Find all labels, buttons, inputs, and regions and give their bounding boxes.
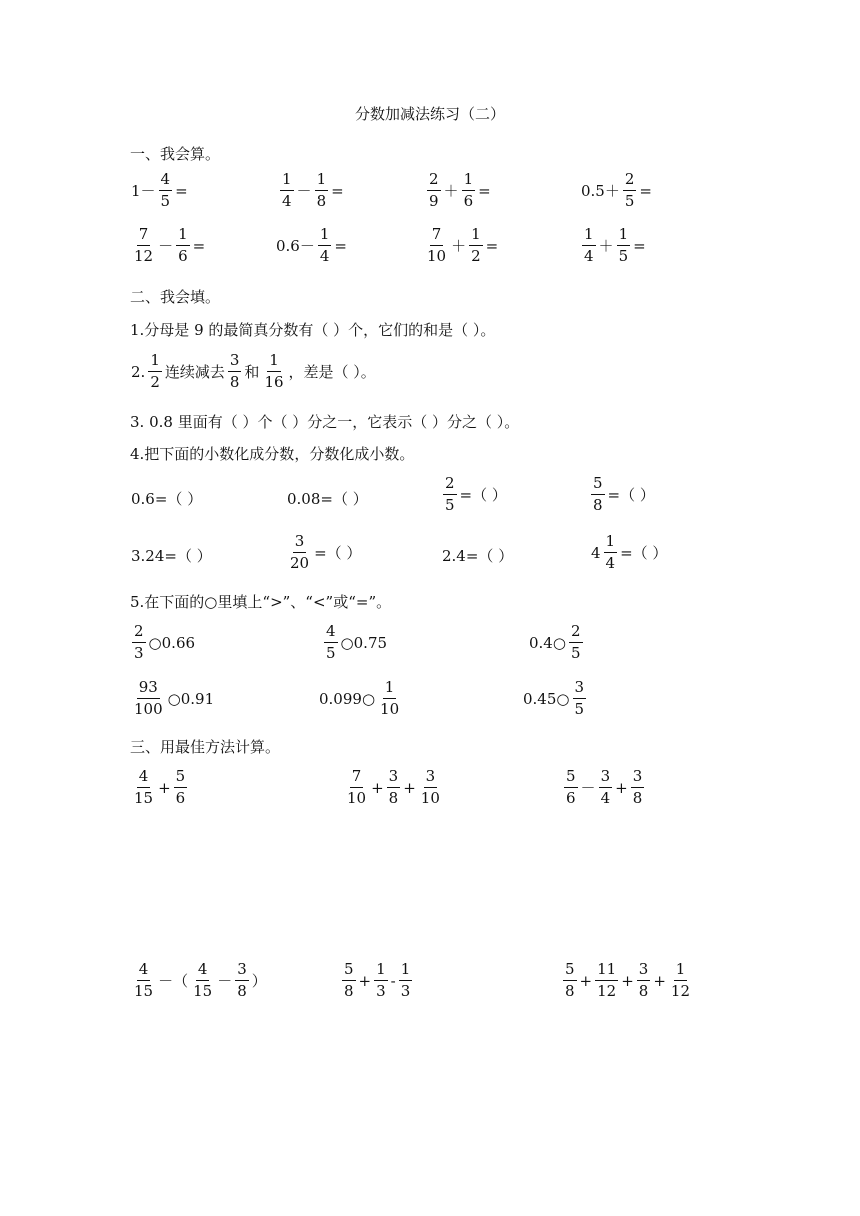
question-2	[130, 353, 377, 390]
fraction	[288, 534, 311, 571]
denominator: 20	[290, 554, 310, 572]
calc-item	[275, 227, 348, 264]
section-1-heading: 一、我会算。	[130, 145, 221, 163]
fraction	[378, 680, 401, 717]
expression-text: 和	[244, 363, 260, 381]
expression-text: 0.45○	[523, 689, 570, 708]
fraction	[228, 353, 242, 390]
calc-item	[425, 172, 492, 209]
fraction	[631, 769, 645, 806]
expression-text: 4	[591, 543, 601, 562]
numerator: 4	[137, 769, 151, 788]
fraction	[176, 227, 190, 264]
convert-item	[130, 488, 203, 509]
expression-text: ○0.66	[148, 633, 196, 652]
fraction	[399, 962, 413, 999]
expression-text: ○0.75	[340, 633, 388, 652]
expression-text: +	[403, 778, 416, 797]
denominator: 8	[632, 789, 643, 807]
compare-item	[130, 624, 196, 661]
compare-item	[528, 624, 585, 661]
fraction	[280, 172, 294, 209]
fraction	[132, 680, 165, 717]
numerator: 2	[623, 172, 637, 191]
fraction	[427, 172, 441, 209]
expression-text: 连续减去	[164, 363, 225, 381]
fraction	[669, 962, 692, 999]
denominator: 4	[282, 192, 292, 210]
fraction	[425, 227, 448, 264]
denominator: 5	[326, 644, 336, 662]
denominator: 10	[420, 789, 440, 807]
denominator: 10	[347, 789, 367, 807]
fraction	[582, 227, 596, 264]
expression-text: 0.5＋	[581, 182, 620, 200]
numerator: 5	[564, 769, 578, 788]
expression-text: =	[331, 181, 344, 200]
denominator: 10	[380, 700, 400, 718]
denominator: 4	[600, 789, 611, 807]
numerator: 1	[374, 962, 388, 981]
denominator: 16	[264, 373, 284, 391]
expression-text: －	[580, 779, 596, 797]
expression-text: +	[358, 971, 372, 990]
denominator: 12	[670, 982, 691, 1000]
expression-text: －	[296, 182, 312, 200]
calc-item	[580, 172, 653, 209]
expression-text: 0.6=（ ）	[131, 490, 203, 508]
question-1: 1.分母是 9 的最简真分数有（ ）个，它们的和是（ ）。	[130, 321, 496, 339]
expression-text: +	[653, 971, 666, 990]
denominator: 2	[471, 247, 481, 265]
denominator: 6	[566, 789, 576, 807]
expression-text: ＋	[598, 237, 614, 255]
fraction	[191, 962, 214, 999]
expression-text: +	[371, 778, 384, 797]
denominator: 3	[134, 644, 144, 662]
denominator: 15	[193, 982, 213, 1000]
page-title: 分数加减法练习（二）	[354, 105, 505, 123]
denominator: 3	[376, 982, 386, 1000]
fraction	[617, 227, 631, 264]
numerator: 5	[563, 962, 577, 981]
numerator: 1	[280, 172, 294, 191]
numerator: 1	[617, 227, 631, 246]
expression-text: +	[621, 971, 634, 990]
numerator: 2	[569, 624, 583, 643]
fraction	[599, 769, 613, 806]
numerator: 1	[604, 534, 618, 553]
expression-text: ）	[251, 972, 267, 990]
numerator: 1	[674, 962, 688, 981]
convert-item	[590, 534, 668, 571]
numerator: 7	[430, 227, 444, 246]
expression-text: =	[633, 236, 646, 255]
numerator: 1	[148, 353, 162, 372]
fraction	[623, 172, 637, 209]
expression-text: 0.08=（ ）	[287, 490, 368, 508]
compare-item	[522, 680, 588, 717]
calc-item	[423, 227, 499, 264]
expression-text: =（ ）	[620, 544, 668, 562]
denominator: 15	[134, 982, 154, 1000]
compute-item	[340, 962, 414, 999]
expression-text: 0.6－	[276, 237, 315, 255]
denominator: 3	[400, 982, 411, 1000]
numerator: 3	[599, 769, 613, 788]
calc-item	[580, 227, 647, 264]
denominator: 12	[597, 982, 617, 1000]
denominator: 4	[584, 247, 594, 265]
convert-item	[130, 545, 213, 566]
denominator: 8	[229, 373, 240, 391]
denominator: 5	[160, 192, 171, 210]
numerator: 3	[235, 962, 249, 981]
fraction	[174, 769, 188, 806]
fraction	[563, 962, 577, 999]
section-2-heading: 二、我会填。	[130, 288, 221, 306]
fraction	[262, 353, 285, 390]
convert-item	[286, 534, 362, 571]
denominator: 5	[624, 192, 635, 210]
fraction	[324, 624, 338, 661]
numerator: 4	[159, 172, 173, 191]
denominator: 100	[134, 700, 163, 718]
convert-item	[441, 476, 508, 513]
expression-text: =	[192, 236, 206, 255]
denominator: 15	[134, 789, 154, 807]
compute-item	[130, 769, 189, 806]
denominator: 8	[344, 982, 354, 1000]
expression-text: －（	[158, 972, 189, 990]
expression-text: 3.24=（ ）	[131, 547, 212, 565]
expression-text: 2.	[131, 362, 146, 381]
fraction	[637, 962, 651, 999]
question-4: 4.把下面的小数化成分数，分数化成小数。	[130, 445, 415, 463]
denominator: 10	[427, 247, 447, 265]
fraction	[159, 172, 173, 209]
numerator: 1	[399, 962, 413, 981]
numerator: 1	[176, 227, 190, 246]
fraction	[315, 172, 329, 209]
compare-item	[322, 624, 388, 661]
fraction	[591, 476, 605, 513]
numerator: 3	[637, 962, 651, 981]
convert-item	[286, 488, 369, 509]
compute-item	[343, 769, 444, 806]
convert-item	[589, 476, 656, 513]
numerator: 1	[469, 227, 483, 246]
denominator: 2	[150, 373, 160, 391]
expression-text: ＋	[443, 182, 459, 200]
compute-item	[130, 962, 268, 999]
numerator: 1	[462, 172, 476, 191]
expression-text: =	[175, 181, 188, 200]
numerator: 4	[137, 962, 151, 981]
numerator: 3	[424, 769, 438, 788]
compute-item	[561, 962, 694, 999]
expression-text: ○0.91	[167, 689, 215, 708]
numerator: 2	[132, 624, 146, 643]
compare-item	[318, 680, 403, 717]
fraction	[419, 769, 442, 806]
expression-text: =（ ）	[607, 486, 655, 504]
denominator: 8	[565, 982, 575, 1000]
denominator: 8	[316, 192, 327, 210]
numerator: 2	[427, 172, 441, 191]
denominator: 8	[638, 982, 649, 1000]
expression-text: +	[579, 971, 593, 990]
convert-item	[441, 545, 514, 566]
denominator: 4	[319, 247, 330, 265]
expression-text: ，差是（ ）。	[288, 363, 376, 381]
numerator: 5	[591, 476, 605, 495]
fraction	[345, 769, 368, 806]
numerator: 11	[595, 962, 618, 981]
question-3: 3. 0.8 里面有（ ）个（ ）分之一，它表示（ ）分之（ ）。	[130, 413, 520, 431]
denominator: 6	[175, 789, 186, 807]
expression-text: 0.4○	[529, 633, 566, 652]
compare-item	[130, 680, 215, 717]
fraction	[462, 172, 476, 209]
fraction	[469, 227, 483, 264]
denominator: 5	[618, 247, 629, 265]
expression-text: 1－	[131, 182, 156, 200]
fraction	[318, 227, 332, 264]
numerator: 93	[137, 680, 160, 699]
numerator: 7	[350, 769, 364, 788]
fraction	[132, 624, 146, 661]
numerator: 1	[318, 227, 332, 246]
numerator: 1	[315, 172, 329, 191]
fraction	[564, 769, 578, 806]
fraction	[443, 476, 457, 513]
numerator: 3	[631, 769, 645, 788]
compute-item	[562, 769, 646, 806]
expression-text: －	[217, 972, 233, 990]
fraction	[132, 962, 155, 999]
numerator: 3	[228, 353, 242, 372]
fraction	[595, 962, 618, 999]
fraction	[604, 534, 618, 571]
expression-text: -	[390, 971, 396, 990]
denominator: 5	[574, 700, 585, 718]
fraction	[235, 962, 249, 999]
section-3-heading: 三、用最佳方法计算。	[130, 738, 281, 756]
expression-text: =	[485, 236, 499, 255]
expression-text: =（ ）	[314, 544, 362, 562]
denominator: 8	[388, 789, 399, 807]
question-5: 5.在下面的○里填上“>”、“<”或“=”。	[130, 593, 392, 611]
fraction	[148, 353, 162, 390]
expression-text: +	[615, 778, 628, 797]
expression-text: =	[334, 236, 347, 255]
numerator: 3	[387, 769, 401, 788]
fraction	[387, 769, 401, 806]
expression-text: =	[478, 181, 491, 200]
fraction	[132, 227, 155, 264]
denominator: 12	[134, 247, 154, 265]
denominator: 6	[463, 192, 474, 210]
expression-text: －	[158, 237, 174, 255]
calc-item	[278, 172, 345, 209]
numerator: 7	[137, 227, 151, 246]
numerator: 1	[582, 227, 596, 246]
numerator: 4	[196, 962, 210, 981]
denominator: 5	[445, 496, 455, 514]
expression-text: ＋	[451, 237, 467, 255]
calc-item	[130, 172, 189, 209]
numerator: 1	[383, 680, 397, 699]
numerator: 5	[342, 962, 356, 981]
denominator: 5	[570, 644, 581, 662]
numerator: 4	[324, 624, 338, 643]
denominator: 8	[237, 982, 247, 1000]
expression-text: =	[639, 181, 652, 200]
numerator: 3	[293, 534, 307, 553]
expression-text: =（ ）	[459, 486, 507, 504]
numerator: 5	[174, 769, 188, 788]
fraction	[374, 962, 388, 999]
fraction	[132, 769, 155, 806]
denominator: 6	[178, 247, 188, 265]
expression-text: +	[158, 778, 171, 797]
numerator: 1	[267, 353, 281, 372]
denominator: 9	[429, 192, 439, 210]
fraction	[569, 624, 583, 661]
calc-item	[130, 227, 206, 264]
fraction	[342, 962, 356, 999]
numerator: 2	[443, 476, 457, 495]
fraction	[573, 680, 587, 717]
expression-text: 0.099○	[319, 689, 376, 708]
numerator: 3	[573, 680, 587, 699]
denominator: 4	[605, 554, 616, 572]
expression-text: 2.4=（ ）	[442, 547, 514, 565]
denominator: 8	[593, 496, 603, 514]
